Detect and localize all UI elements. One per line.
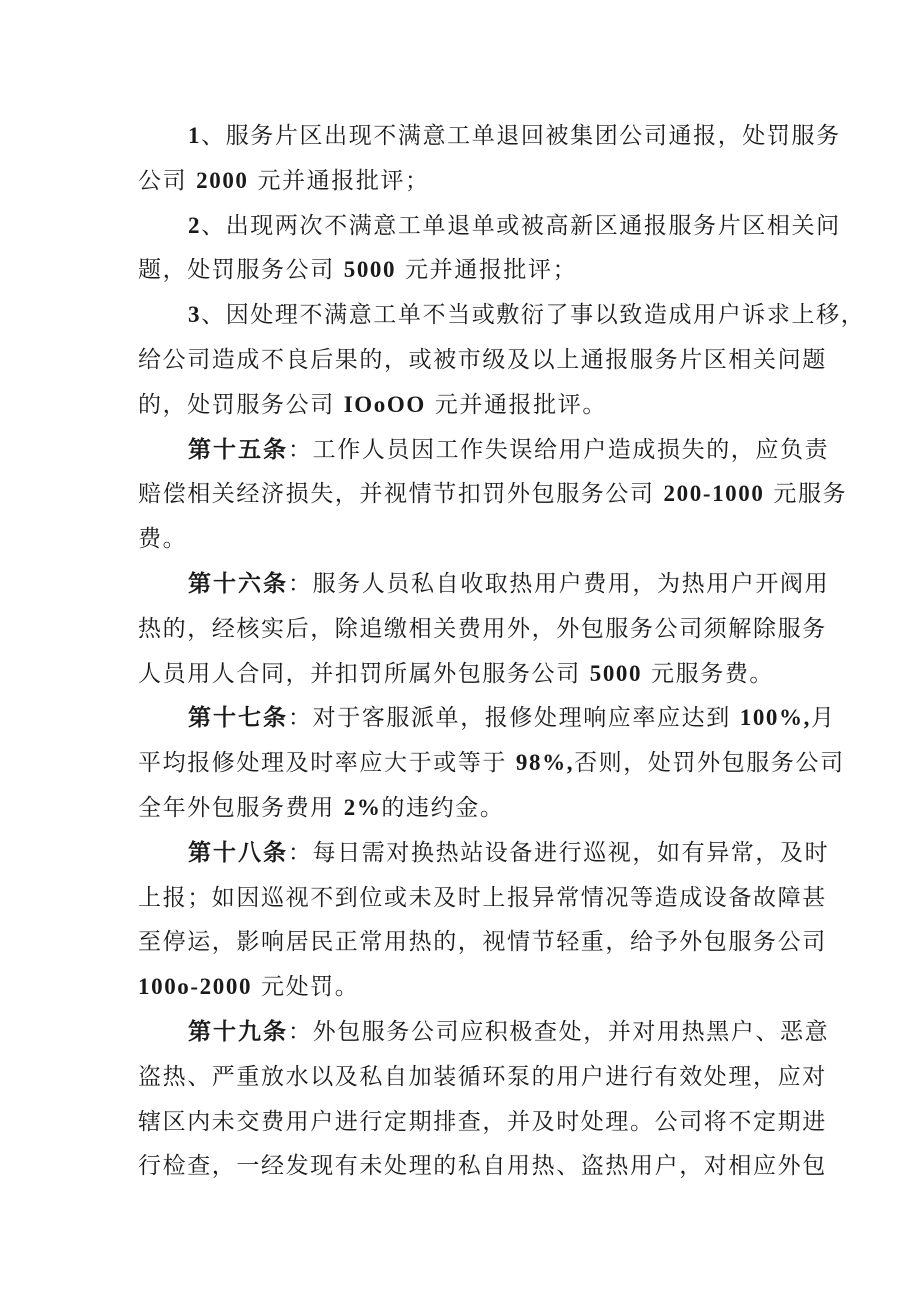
- text-line: [138, 204, 841, 249]
- text-line: [138, 652, 798, 697]
- clause-item-2: [138, 204, 841, 294]
- text-run: 至停运，影响居民正常用热的，视情节轻重，给予外包服务公司: [138, 929, 827, 956]
- text-line: [138, 472, 848, 517]
- clause-item-3: [138, 293, 866, 427]
- text-run: ：外包服务公司应积极查处，并对用热黑户、恶意: [288, 1018, 830, 1045]
- text-run: 盗热、严重放水以及私自加装循环泵的用户进行有效处理，应对: [138, 1063, 827, 1090]
- amount-value: 5000: [589, 660, 643, 686]
- text-run: 、出现两次不满意工单退单或被高新区通报服务片区相关问: [201, 212, 841, 239]
- text-run: ：服务人员私自收取热用户费用，为热用户开阀用: [288, 570, 830, 597]
- text-line: [138, 248, 798, 293]
- item-number: 2: [188, 212, 202, 238]
- text-run: 元服务: [764, 481, 848, 508]
- item-number: 3: [188, 302, 202, 328]
- text-run: 平均报修处理及时率应大于或等于: [138, 750, 516, 777]
- article-heading: 第十七条: [188, 705, 288, 731]
- article-heading: 第十九条: [188, 1018, 288, 1044]
- article-15: [138, 428, 848, 562]
- text-line: [138, 1055, 827, 1100]
- text-run: 、服务片区出现不满意工单退回被集团公司通报，处罚服务: [201, 123, 841, 149]
- text-run: 、因处理不满意工单不当或敷衍了事以致造成用户诉求上移，: [201, 302, 866, 329]
- amount-value: 100o-2000: [138, 974, 253, 1000]
- text-run: 公司: [138, 167, 197, 194]
- text-run: 热的，经核实后，除追缴相关费用外，外包服务公司须解除服务: [138, 615, 827, 642]
- item-number: 1: [188, 123, 202, 148]
- text-line: [138, 965, 798, 1010]
- text-line: [138, 293, 866, 338]
- article-heading: 第十六条: [188, 570, 288, 596]
- text-run: 费。: [138, 526, 188, 553]
- percent-value: 2%: [343, 794, 382, 820]
- text-run: 全年外包服务费用: [138, 794, 344, 821]
- text-run: ：每日需对换热站设备进行巡视，如有异常，及时: [288, 839, 830, 866]
- text-line: [138, 1010, 830, 1055]
- text-line: [138, 696, 836, 741]
- amount-value: 5000: [343, 257, 397, 283]
- text-run: 元并通报批评；: [396, 257, 578, 284]
- text-line: [138, 741, 845, 786]
- text-line: [138, 562, 830, 607]
- text-line: [138, 831, 830, 876]
- text-line: [138, 428, 830, 473]
- text-line: [138, 1144, 827, 1189]
- text-run: ：工作人员因工作失误给用户造成损失的，应负责: [288, 436, 830, 463]
- text-run: 月: [810, 705, 836, 732]
- text-run: ：对于客服派单，报修处理响应率应达到: [288, 705, 740, 732]
- article-19: [138, 1010, 830, 1189]
- text-run: 元处罚。: [252, 974, 360, 1001]
- text-run: 元服务费。: [642, 660, 775, 687]
- text-run: 否则，处罚外包服务公司: [574, 750, 845, 777]
- text-line: [138, 786, 798, 831]
- article-16: [138, 562, 830, 696]
- amount-value: 2000: [196, 167, 249, 193]
- text-line: [138, 517, 798, 562]
- text-line: [138, 1100, 827, 1145]
- percent-value: 100%,: [739, 705, 811, 731]
- text-line: [138, 114, 841, 159]
- clause-item-1: [138, 114, 841, 204]
- percent-value: 98%,: [515, 750, 575, 776]
- text-line: [138, 159, 798, 204]
- text-line: [138, 607, 827, 652]
- article-heading: 第十五条: [188, 436, 288, 462]
- text-run: 赔偿相关经济损失，并视情节扣罚外包服务公司: [138, 481, 664, 508]
- text-run: 元并通报批评。: [425, 391, 607, 418]
- text-run: 人员用人合同，并扣罚所属外包服务公司: [138, 660, 590, 687]
- text-run: 行检查，一经发现有未处理的私自用热、盗热用户，对相应外包: [138, 1153, 827, 1180]
- text-run: 上报；如因巡视不到位或未及时上报异常情况等造成设备故障甚: [138, 884, 827, 911]
- text-run: 元并通报批评；: [248, 167, 430, 194]
- article-17: [138, 696, 845, 830]
- text-line: [138, 338, 827, 383]
- amount-value: 200-1000: [663, 481, 765, 507]
- text-line: [138, 876, 827, 921]
- text-run: 的，处罚服务公司: [138, 391, 344, 418]
- text-line: [138, 383, 798, 428]
- text-run: 的违约金。: [381, 794, 505, 821]
- text-run: 题，处罚服务公司: [138, 257, 344, 284]
- text-run: 给公司造成不良后果的，或被市级及以上通报服务片区相关问题: [138, 346, 827, 373]
- text-line: [138, 920, 827, 965]
- amount-value: IOoOO: [343, 391, 426, 417]
- document-body: [138, 114, 866, 1189]
- text-run: 辖区内未交费用户进行定期排查，并及时处理。公司将不定期进: [138, 1108, 827, 1135]
- article-18: [138, 831, 830, 1010]
- article-heading: 第十八条: [188, 839, 288, 865]
